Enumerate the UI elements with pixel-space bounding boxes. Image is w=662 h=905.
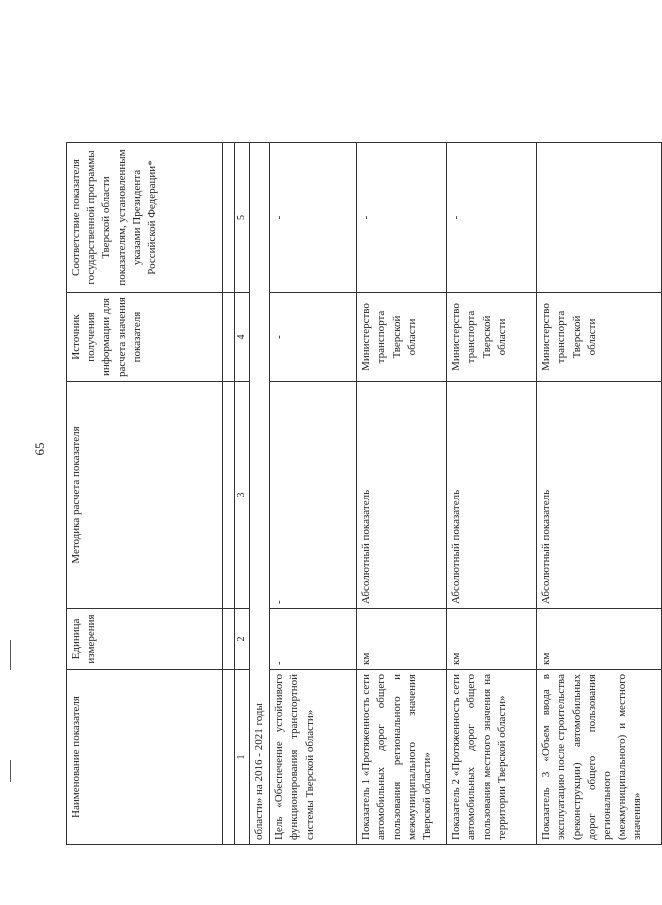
column-number: 4 [235,293,250,382]
column-number-row [235,143,250,845]
indicator-source: Министерство транспорта Тверской области [537,293,662,382]
indicators-table [66,142,662,845]
header-compliance: Соответствие показателя государственной программы Тверской области показателям, установленным указами Президента Российской Федерации* [67,143,223,293]
scan-margin-line [10,640,11,670]
header-indicator-name: Наименование показателя [67,670,223,845]
header-source: Источник получения информации для расчета значения показателя [67,293,223,382]
indicator-unit: км [357,609,447,670]
table-header-row [67,143,223,845]
indicator-name: Цель «Обеспечение устойчивого функционирования транспортной системы Тверской области» [270,670,357,845]
indicator-name: Показатель 2 «Протяженность сети автомобильных дорог общего пользования местного значения на территории Тверской области» [447,670,537,845]
header-unit: Единица измерения [67,609,223,670]
spacer-row [223,143,235,845]
indicator-unit: - [270,609,357,670]
table-row [537,143,662,845]
indicator-compliance: - [357,143,447,293]
period-text: области» на 2016 - 2021 годы [250,143,270,845]
column-number: 1 [235,670,250,845]
header-method: Методика расчета показателя [67,382,223,609]
indicator-compliance: - [447,143,537,293]
indicator-compliance [537,143,662,293]
table-row [270,143,357,845]
indicator-name: Показатель 1 «Протяженность сети автомобильных дорог общего пользования регионального и межмуниципального значения Тверской области» [357,670,447,845]
indicator-compliance: - [270,143,357,293]
column-number: 2 [235,609,250,670]
period-row [250,143,270,845]
page-number: 65 [32,442,47,456]
indicator-source: Министерство транспорта Тверской области [357,293,447,382]
indicator-source: - [270,293,357,382]
indicator-source: Министерство транспорта Тверской области [447,293,537,382]
indicator-method: Абсолютный показатель [537,382,662,609]
indicator-method: Абсолютный показатель [447,382,537,609]
indicator-name: Показатель 3 «Объем ввода в эксплуатацию после строительства (реконструкции) автомобильных дорог общего пользования регионального (межмуниципального) и местного значения» [537,670,662,845]
table-row [447,143,537,845]
scan-margin-line [10,760,11,782]
indicator-method: Абсолютный показатель [357,382,447,609]
indicator-method: - [270,382,357,609]
indicator-unit: км [537,609,662,670]
table-row [357,143,447,845]
column-number: 5 [235,143,250,293]
indicator-unit: км [447,609,537,670]
column-number: 3 [235,382,250,609]
